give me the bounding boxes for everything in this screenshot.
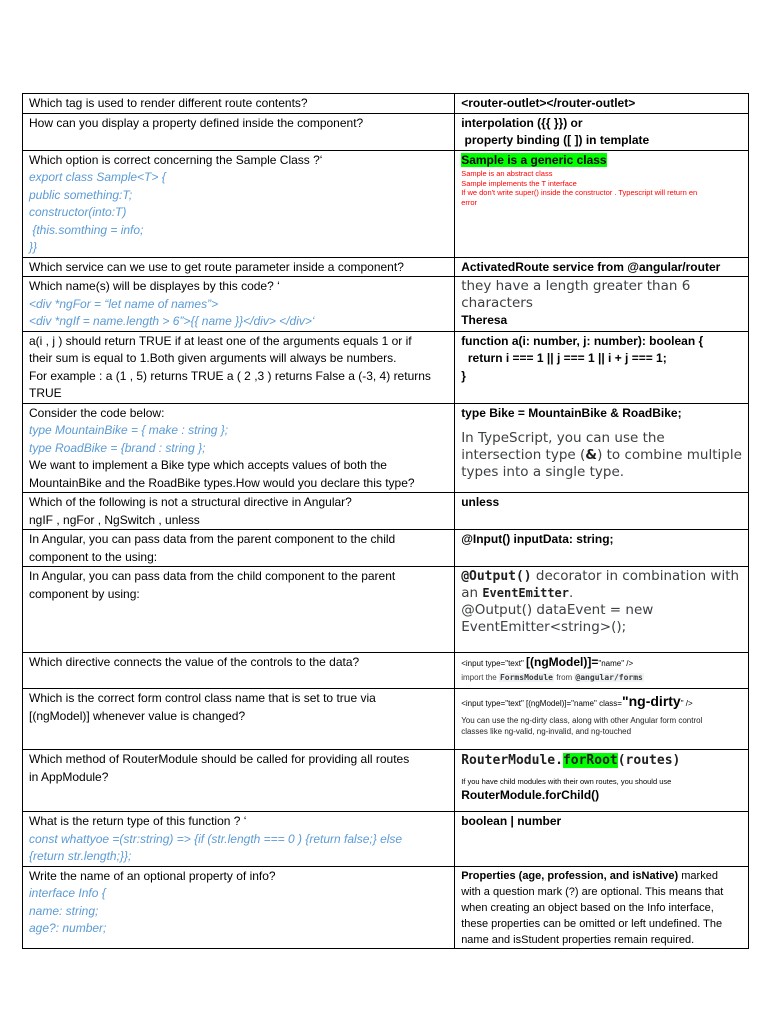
question-cell	[23, 530, 455, 567]
answer-note: types into a single type.	[461, 464, 625, 480]
answer-cell	[455, 689, 749, 750]
answer-text: interpolation ({{ }}) or	[461, 115, 583, 130]
question-text: Which of the following is not a structural directive in Angular?	[29, 495, 352, 509]
table-row	[23, 866, 749, 948]
question-cell	[23, 866, 455, 948]
table-row	[23, 493, 749, 530]
question-cell	[23, 94, 455, 114]
question-cell	[23, 493, 455, 530]
answer-text: RouterModule.forRoot(routes)	[461, 753, 681, 768]
question-text: We want to implement a Bike type which accepts values of both the	[29, 458, 387, 472]
question-text: a(i , j ) should return TRUE if at least one of the arguments equals 1 or if	[29, 333, 412, 348]
code-line: {return str.length;}};	[29, 849, 132, 863]
answer-text: unless	[461, 495, 500, 509]
table-row	[23, 94, 749, 114]
question-text: Which method of RouterModule should be called for providing all routes	[29, 752, 410, 766]
answer-note: an EventEmitter.	[461, 585, 574, 601]
answer-cell	[455, 750, 749, 812]
code-line: export class Sample<T> {	[29, 170, 166, 184]
wrong-option: Sample implements the T interface	[461, 178, 577, 188]
code-line: <div *ngFor = “let name of names”>	[29, 296, 219, 311]
answer-cell	[455, 866, 749, 948]
code-line: age?: number;	[29, 921, 107, 935]
table-row	[23, 113, 749, 150]
answer-note: name and isStudent properties remain required.	[461, 933, 695, 946]
wrong-option: error	[461, 197, 478, 207]
question-cell	[23, 689, 455, 750]
question-text: Which service can we use to get route parameter inside a component?	[29, 259, 404, 274]
table-row	[23, 403, 749, 493]
code-line: <div *ngIf = name.length > 6”>{{ name }}</div> </div>‘	[29, 314, 315, 328]
answer-text: ActivatedRoute service from @angular/router	[461, 259, 721, 274]
question-text: Which option is correct concerning the Sample Class ?‘	[29, 152, 323, 167]
answer-text: <input type="text" [(ngModel)]="name" class="ng-dirty" />	[461, 693, 693, 709]
question-text: In Angular, you can pass data from the child component to the parent	[29, 569, 396, 583]
answer-cell	[455, 113, 749, 150]
table-row	[23, 277, 749, 332]
answer-note: You can use the ng-dirty class, along with other Angular form control	[461, 716, 703, 725]
question-cell	[23, 403, 455, 493]
question-text: component to the using:	[29, 549, 158, 564]
wrong-option: If we don't write super() inside the constructor . Typescript will return en	[461, 188, 698, 197]
question-text: Write the name of an optional property of info?	[29, 868, 276, 883]
table-row	[23, 257, 749, 277]
code-line: type MountainBike = { make : string };	[29, 423, 229, 437]
code-answer: function a(i: number, j: number): boolean {	[461, 333, 704, 348]
answer-text: <router-outlet></router-outlet>	[461, 96, 636, 110]
answer-text: type Bike = MountainBike & RoadBike;	[461, 405, 682, 420]
question-cell	[23, 567, 455, 653]
question-text: How can you display a property defined inside the component?	[29, 115, 364, 130]
question-cell	[23, 277, 455, 332]
answer-text: RouterModule.forChild()	[461, 788, 600, 802]
answer-cell	[455, 94, 749, 114]
answer-note: when creating an object based on the Info interface,	[461, 901, 714, 914]
wrong-option: Sample is an abstract class	[461, 169, 553, 178]
answer-cell	[455, 530, 749, 567]
answer-note: If you have child modules with their own routes, you should use	[461, 777, 672, 786]
code-line: constructor(into:T)	[29, 205, 127, 219]
table-row	[23, 530, 749, 567]
question-text: in AppModule?	[29, 769, 109, 784]
question-cell	[23, 331, 455, 403]
answer-text: boolean | number	[461, 814, 562, 828]
answer-note: @Output() decorator in combination with	[461, 568, 740, 584]
table-row	[23, 567, 749, 653]
answer-note: In TypeScript, you can use the	[461, 430, 665, 446]
table-row	[23, 150, 749, 257]
question-cell	[23, 812, 455, 867]
answer-note: characters	[461, 295, 533, 311]
answer-text: Theresa	[461, 313, 508, 327]
question-cell	[23, 150, 455, 257]
answer-cell	[455, 653, 749, 689]
question-text: For example : a (1 , 5) returns TRUE a ( 2 ,3 ) returns False a (-3, 4) returns	[29, 368, 431, 383]
answer-text: <input type="text" [(ngModel)]="name" />	[461, 655, 634, 669]
code-line: }}	[29, 240, 38, 254]
answer-note: import the FormsModule from @angular/forms	[461, 673, 643, 682]
answer-note: with a question mark (?) are optional. This means that	[461, 885, 724, 898]
question-cell	[23, 257, 455, 277]
code-answer: return i === 1 || j === 1 || i + j === 1;	[461, 351, 667, 365]
question-text: Which name(s) will be displayes by this code? ‘	[29, 279, 280, 293]
answer-note: @Output() dataEvent = new	[461, 602, 654, 618]
table-row	[23, 689, 749, 750]
table-row	[23, 750, 749, 812]
question-text: TRUE	[29, 386, 62, 400]
answer-cell	[455, 403, 749, 493]
answer-note: EventEmitter<string>();	[461, 619, 627, 635]
table-row	[23, 812, 749, 867]
code-line: type RoadBike = {brand : string };	[29, 440, 206, 455]
answer-cell	[455, 812, 749, 867]
answer-text: Properties (age, profession, and isNative) marked	[461, 869, 718, 882]
answer-note: classes like ng-valid, ng-invalid, and ng-touched	[461, 727, 632, 736]
code-line: name: string;	[29, 903, 99, 918]
answer-note: they have a length greater than 6	[461, 278, 691, 294]
correct-answer-highlight: Sample is a generic class	[461, 152, 607, 167]
question-text: ngIF , ngFor , NgSwitch , unless	[29, 512, 200, 527]
answer-note: these properties can be omitted or left undefined. The	[461, 917, 723, 930]
answer-cell	[455, 567, 749, 653]
answer-cell	[455, 257, 749, 277]
code-line: {this.somthing = info;	[29, 222, 144, 237]
question-text: MountainBike and the RoadBike types.How would you declare this type?	[29, 475, 415, 490]
answer-cell	[455, 150, 749, 257]
question-text: their sum is equal to 1.Both given arguments will always be numbers.	[29, 351, 397, 365]
question-text: component by using:	[29, 586, 140, 601]
code-line: public something:T;	[29, 187, 133, 202]
question-text: Consider the code below:	[29, 405, 165, 420]
answer-cell	[455, 493, 749, 530]
answer-text: @Input() inputData: string;	[461, 532, 614, 546]
answer-note: intersection type (&) to combine multiple	[461, 447, 742, 463]
answer-cell	[455, 277, 749, 332]
question-text: What is the return type of this function ? ‘	[29, 814, 247, 828]
question-text: [(ngModel)] whenever value is changed?	[29, 708, 246, 723]
code-line: const whattyoe =(str:string) => {if (str.length === 0 ) {return false;} else	[29, 831, 403, 846]
question-cell	[23, 750, 455, 812]
question-text: Which directive connects the value of the controls to the data?	[29, 655, 360, 669]
code-answer: }	[461, 368, 466, 383]
table-row	[23, 653, 749, 689]
answer-cell	[455, 331, 749, 403]
question-cell	[23, 113, 455, 150]
code-line: interface Info {	[29, 886, 106, 900]
question-cell	[23, 653, 455, 689]
qa-table	[22, 93, 749, 949]
table-row	[23, 331, 749, 403]
question-text: Which is the correct form control class name that is set to true via	[29, 691, 376, 705]
answer-text: property binding ([ ]) in template	[461, 133, 650, 147]
question-text: In Angular, you can pass data from the parent component to the child	[29, 532, 396, 546]
question-text: Which tag is used to render different route contents?	[29, 96, 308, 110]
